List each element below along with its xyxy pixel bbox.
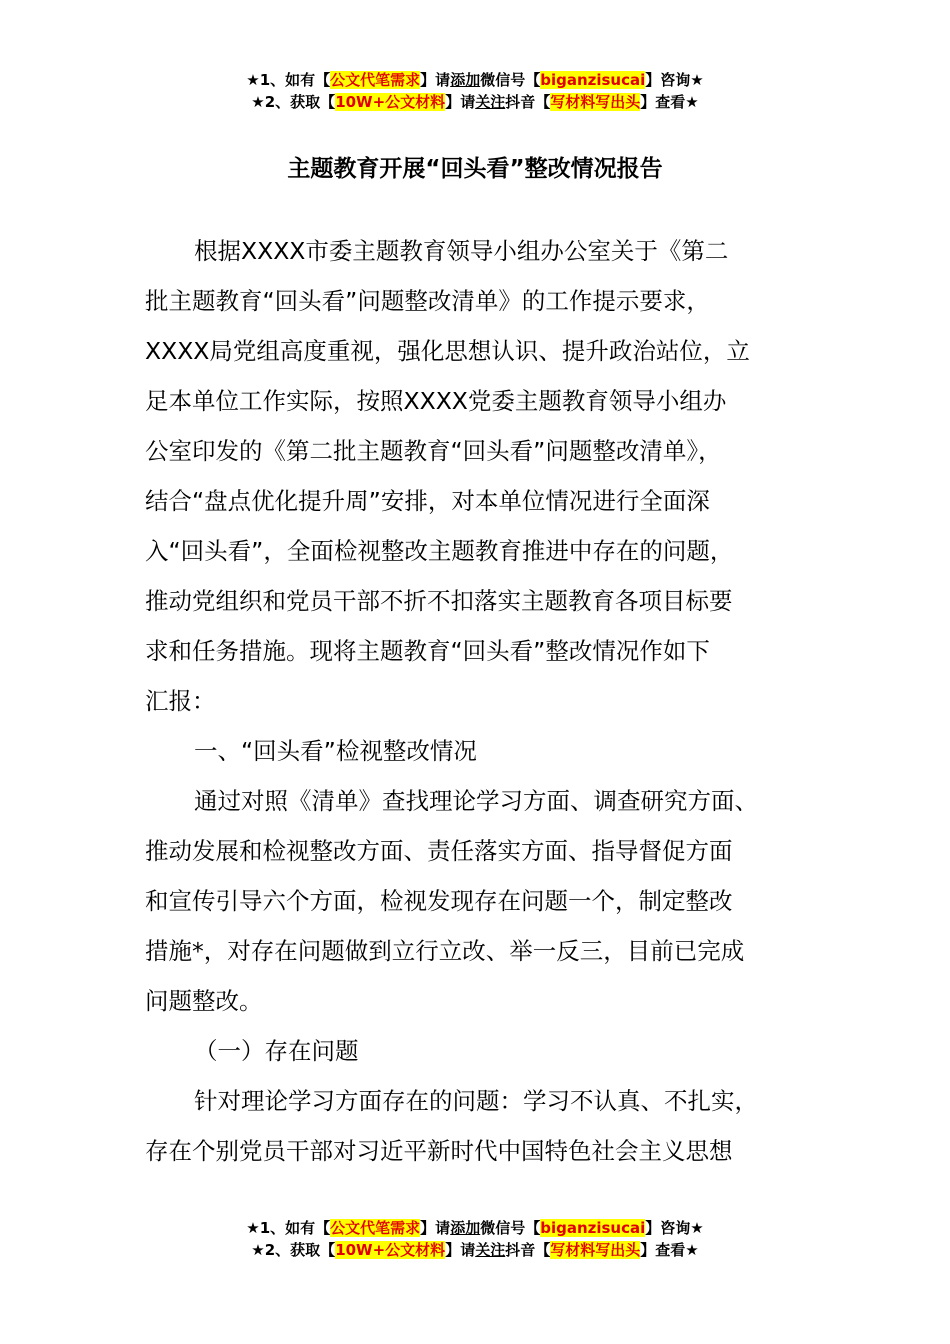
banner-underlined: 添加 [450,1219,481,1237]
text-line: 推动党组织和党员干部不折不扣落实主题教育各项目标要 [145,587,733,615]
text-line: 公室印发的《第二批主题教育“回头看”问题整改清单》， [145,437,722,465]
banner-highlight: 公文代笔需求 [330,1219,421,1237]
text-line: 存在个别党员干部对习近平新时代中国特色社会主义思想 [145,1137,733,1165]
document-title: 主题教育开展“回头看”整改情况报告 [287,156,663,182]
banner-text: 】咨询★ [645,71,704,89]
banner-text: 】咨询★ [645,1219,704,1237]
banner-text: 】请 [445,1241,476,1259]
banner-text: 】请 [420,1219,451,1237]
banner-text: 抖音【 [505,1241,551,1259]
banner-highlight: 10W+公文材料 [335,1241,446,1259]
footer-banner [0,1217,950,1261]
banner-line-1 [0,69,950,91]
text-line: 推动发展和检视整改方面、责任落实方面、指导督促方面 [145,837,733,865]
banner-highlight: 写材料写出头 [550,1241,641,1259]
banner-text: 】查看★ [640,93,699,111]
text-line: 求和任务措施。现将主题教育“回头看”整改情况作如下 [145,637,710,665]
text-line: 批主题教育“回头看”问题整改清单》的工作提示要求， [145,287,710,315]
banner-highlight: 公文代笔需求 [330,71,421,89]
banner-highlight: 10W+公文材料 [335,93,446,111]
banner-text: ★1、如有【 [246,71,331,89]
banner-text: 微信号【 [480,1219,541,1237]
text-line: 入“回头看”，全面检视整改主题教育推进中存在的问题， [145,537,734,565]
text-line: 足本单位工作实际，按照XXXX党委主题教育领导小组办 [145,387,727,415]
banner-underlined: 添加 [450,71,481,89]
text-line: 根据XXXX市委主题教育领导小组办公室关于《第二 [194,237,729,265]
banner-highlight: biganzisucai [540,71,646,89]
banner-line-2 [0,1239,950,1261]
text-line: 针对理论学习方面存在的问题：学习不认真、不扎实， [194,1087,758,1115]
banner-text: 】请 [420,71,451,89]
text-line: XXXX局党组高度重视，强化思想认识、提升政治站位，立 [145,337,750,365]
banner-text: 抖音【 [505,93,551,111]
banner-text: ★1、如有【 [246,1219,331,1237]
banner-line-1 [0,1217,950,1239]
text-line: 通过对照《清单》查找理论学习方面、调查研究方面、 [194,787,758,815]
banner-highlight: 写材料写出头 [550,93,641,111]
banner-line-2 [0,91,950,113]
section-heading: 一、“回头看”检视整改情况 [194,737,477,765]
banner-text: ★2、获取【 [251,1241,336,1259]
banner-text: 】查看★ [640,1241,699,1259]
banner-text: 】请 [445,93,476,111]
text-line: 结合“盘点优化提升周”安排，对本单位情况进行全面深 [145,487,710,515]
banner-text: 微信号【 [480,71,541,89]
document-body [145,226,810,1176]
banner-underlined: 关注 [475,1241,506,1259]
banner-underlined: 关注 [475,93,506,111]
header-banner [0,69,950,113]
banner-highlight: biganzisucai [540,1219,646,1237]
subsection-heading: （一）存在问题 [194,1037,359,1065]
text-line: 汇报： [145,687,216,715]
text-line: 问题整改。 [145,987,263,1015]
banner-text: ★2、获取【 [251,93,336,111]
text-line: 措施*，对存在问题做到立行立改、举一反三，目前已完成 [145,937,745,965]
text-line: 和宣传引导六个方面，检视发现存在问题一个，制定整改 [145,887,733,915]
